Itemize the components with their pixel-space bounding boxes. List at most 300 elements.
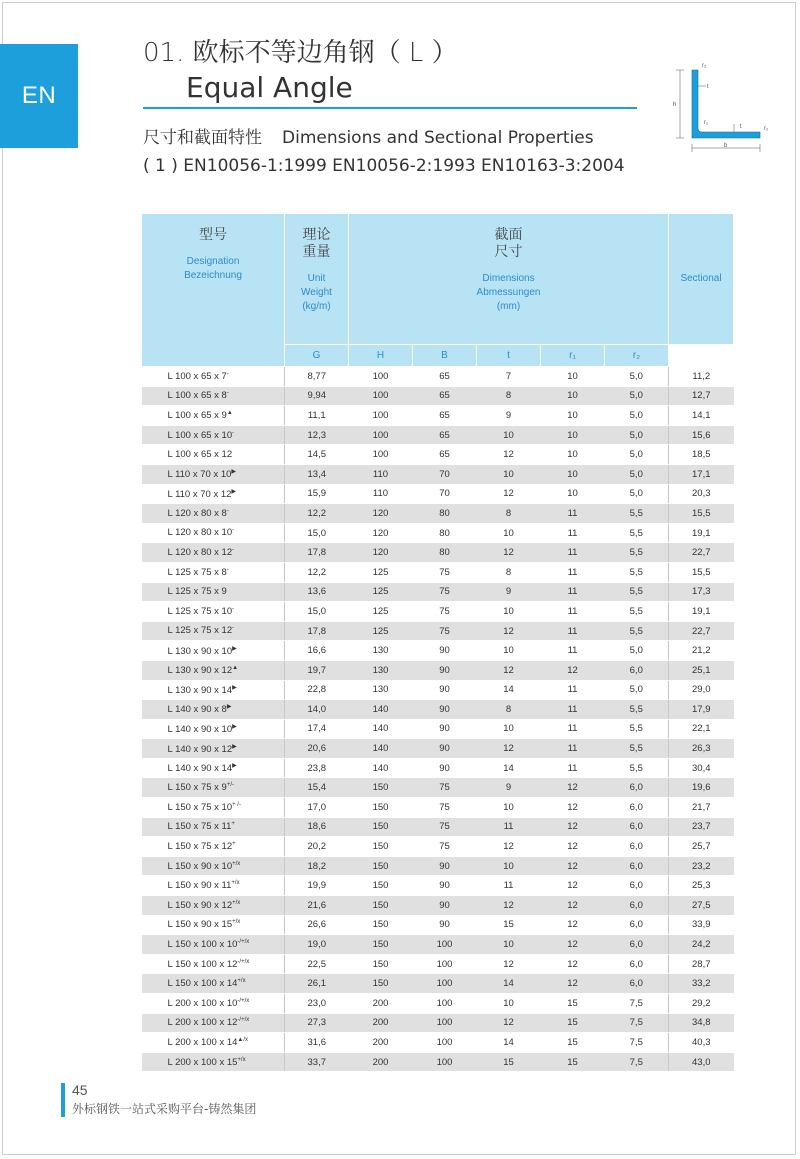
designation-cell: L 200 x 100 x $12^{-/+/x}$ — [142, 1013, 285, 1033]
language-tab[interactable]: EN — [0, 44, 78, 148]
r2-cell: 5,0 — [605, 445, 669, 465]
sectional-cell: 26,3 — [669, 739, 734, 759]
designation-cell: L 150 x 100 x $14^{+/x}$ — [142, 974, 285, 994]
designation-mark: - — [226, 507, 229, 514]
r1-cell: 11 — [541, 504, 605, 524]
designation-mark: ▲ — [232, 664, 239, 671]
designation-cell: L 100 x 65 x 10- — [142, 425, 285, 445]
r2-cell: 5,5 — [605, 758, 669, 778]
table-row — [142, 700, 734, 720]
r2-cell: 5,5 — [605, 523, 669, 543]
sectional-cell: 40,3 — [669, 1033, 734, 1053]
subheader-r1: r₁ — [541, 345, 605, 367]
weight-cell: 33,7 — [285, 1052, 349, 1072]
r1-cell: 12 — [541, 856, 605, 876]
t-cell: 12 — [477, 837, 541, 857]
h-cell: 150 — [349, 954, 413, 974]
table-row — [142, 1052, 734, 1072]
t-cell: 10 — [477, 719, 541, 739]
weight-cell: 13,6 — [285, 582, 349, 602]
b-cell: 65 — [413, 445, 477, 465]
header-dimensions-cn: 截面 尺寸 — [494, 226, 523, 259]
t-cell: 8 — [477, 562, 541, 582]
r2-cell: 5,0 — [605, 464, 669, 484]
t-cell: 12 — [477, 484, 541, 504]
t-cell: 8 — [477, 700, 541, 720]
sectional-cell: 17,9 — [669, 700, 734, 720]
weight-cell: 17,8 — [285, 543, 349, 563]
designation-mark: +/x — [237, 1056, 246, 1063]
t-cell: 11 — [477, 876, 541, 896]
r2-cell: 5,0 — [605, 386, 669, 406]
h-cell: 110 — [349, 464, 413, 484]
r2-cell: 6,0 — [605, 817, 669, 837]
t-cell: 12 — [477, 621, 541, 641]
h-cell: 150 — [349, 798, 413, 818]
sectional-cell: 19,1 — [669, 602, 734, 622]
table-row — [142, 660, 734, 680]
designation-cell: L 200 x 100 x $15^{+/x}$ — [142, 1052, 285, 1072]
h-cell: 150 — [349, 974, 413, 994]
designation-mark: -/+/x — [237, 958, 250, 965]
designation-mark: + — [232, 840, 236, 847]
designation-cell: L 150 x 90 x $10^{+/x}$ — [142, 856, 285, 876]
designation-cell: L 125 x 75 x 10- — [142, 602, 285, 622]
sectional-cell: 22,7 — [669, 543, 734, 563]
h-cell: 130 — [349, 660, 413, 680]
designation-cell: L 125 x 75 x 12- — [142, 621, 285, 641]
r2-cell: 5,5 — [605, 562, 669, 582]
sectional-cell: 11,2 — [669, 367, 734, 387]
r2-cell: 5,0 — [605, 680, 669, 700]
r2-cell: 5,5 — [605, 719, 669, 739]
table-row — [142, 896, 734, 916]
b-cell: 75 — [413, 621, 477, 641]
designation-cell: L 125 x 75 x 8- — [142, 562, 285, 582]
designation-mark: +/x — [232, 899, 241, 906]
r1-cell: 10 — [541, 464, 605, 484]
r2-cell: 5,5 — [605, 621, 669, 641]
sectional-cell: 30,4 — [669, 758, 734, 778]
h-cell: 100 — [349, 386, 413, 406]
t-cell: 8 — [477, 386, 541, 406]
r1-cell: 10 — [541, 406, 605, 426]
t-cell: 7 — [477, 367, 541, 387]
table-row — [142, 719, 734, 739]
r1-cell: 11 — [541, 582, 605, 602]
sectional-cell: 15,5 — [669, 504, 734, 524]
b-cell: 90 — [413, 758, 477, 778]
subheader-h: H — [349, 345, 413, 367]
h-cell: 100 — [349, 425, 413, 445]
b-cell: 65 — [413, 386, 477, 406]
h-cell: 150 — [349, 778, 413, 798]
t-cell: 12 — [477, 896, 541, 916]
header-designation: 型号 Designation Bezeichnung — [142, 214, 285, 367]
designation-cell: L 100 x 65 x 8- — [142, 386, 285, 406]
r1-cell: 11 — [541, 562, 605, 582]
t-cell: 14 — [477, 974, 541, 994]
designation-mark: ▶ — [226, 704, 232, 711]
designation-mark: ▶ — [231, 488, 237, 495]
designation-mark: - — [232, 547, 235, 554]
r1-cell: 11 — [541, 641, 605, 661]
label-t-side: t — [707, 84, 709, 90]
page-title-cn: 01. 欧标不等边角钢（ L ） — [143, 38, 458, 68]
sectional-cell: 20,3 — [669, 484, 734, 504]
h-cell: 125 — [349, 602, 413, 622]
sectional-cell: 33,2 — [669, 974, 734, 994]
weight-cell: 23,8 — [285, 758, 349, 778]
b-cell: 90 — [413, 641, 477, 661]
r1-cell: 11 — [541, 758, 605, 778]
b-cell: 70 — [413, 484, 477, 504]
designation-mark: - — [232, 625, 235, 632]
page-title-en: Equal Angle — [186, 71, 353, 104]
r2-cell: 6,0 — [605, 935, 669, 955]
dimensions-table — [141, 213, 734, 1072]
t-cell: 15 — [477, 1052, 541, 1072]
designation-cell: L 200 x 100 x $14^{▲/x}$ — [142, 1033, 285, 1053]
designation-mark: ▶ — [232, 723, 237, 730]
footer-accent-bar — [61, 1083, 65, 1117]
designation-mark: ▶ — [231, 469, 237, 476]
r2-cell: 6,0 — [605, 660, 669, 680]
h-cell: 150 — [349, 935, 413, 955]
footer-text: 外标钢铁一站式采购平台-铸然集团 — [72, 1102, 257, 1116]
table-row — [142, 935, 734, 955]
designation-cell: L 140 x 90 x 14▶ — [142, 758, 285, 778]
r1-cell: 11 — [541, 680, 605, 700]
r2-cell: 5,5 — [605, 739, 669, 759]
designation-cell: L 150 x 90 x $12^{+/x}$ — [142, 896, 285, 916]
sectional-cell: 29,2 — [669, 994, 734, 1014]
designation-cell: L 140 x 90 x 10▶ — [142, 719, 285, 739]
r1-cell: 12 — [541, 935, 605, 955]
r2-cell: 6,0 — [605, 778, 669, 798]
designation-cell: L 100 x 65 x 12 — [142, 445, 285, 465]
r1-cell: 12 — [541, 974, 605, 994]
designation-cell: L 140 x 90 x 8▶ — [142, 700, 285, 720]
h-cell: 125 — [349, 582, 413, 602]
designation-mark: ▶ — [232, 645, 237, 652]
b-cell: 90 — [413, 915, 477, 935]
sectional-cell: 21,2 — [669, 641, 734, 661]
designation-mark: ▲ — [226, 409, 233, 416]
t-cell: 10 — [477, 523, 541, 543]
t-cell: 10 — [477, 798, 541, 818]
t-cell: 12 — [477, 1013, 541, 1033]
t-cell: 9 — [477, 582, 541, 602]
r2-cell: 5,0 — [605, 641, 669, 661]
table-row — [142, 406, 734, 426]
table-row — [142, 464, 734, 484]
designation-cell: L 120 x 80 x 12- — [142, 543, 285, 563]
table-row — [142, 582, 734, 602]
r2-cell: 5,5 — [605, 504, 669, 524]
designation-mark: ▶ — [232, 763, 237, 770]
designation-cell: L 150 x 75 x 11+ — [142, 817, 285, 837]
b-cell: 90 — [413, 896, 477, 916]
header-dimensions — [349, 214, 669, 345]
t-cell: 12 — [477, 445, 541, 465]
t-cell: 10 — [477, 425, 541, 445]
r1-cell: 10 — [541, 484, 605, 504]
weight-cell: 14,0 — [285, 700, 349, 720]
b-cell: 90 — [413, 719, 477, 739]
designation-cell: L 150 x 75 x 10+ /- — [142, 798, 285, 818]
b-cell: 90 — [413, 700, 477, 720]
sectional-cell: 19,1 — [669, 523, 734, 543]
table-row — [142, 739, 734, 759]
designation-mark: - — [232, 605, 235, 612]
b-cell: 100 — [413, 1013, 477, 1033]
subheader-b: B — [413, 345, 477, 367]
label-b: b — [724, 143, 728, 149]
designation-mark: -/+/x — [237, 1017, 250, 1024]
h-cell: 150 — [349, 837, 413, 857]
h-cell: 150 — [349, 915, 413, 935]
b-cell: 75 — [413, 817, 477, 837]
h-cell: 140 — [349, 719, 413, 739]
designation-cell: L 150 x 75 x 12+ — [142, 837, 285, 857]
header-sectional: Sectional — [669, 214, 734, 345]
sectional-cell: 21,7 — [669, 798, 734, 818]
designation-mark: - — [232, 429, 235, 436]
section-subtitle — [143, 123, 594, 148]
designation-mark: +/x — [231, 880, 240, 887]
label-r1: r₁ — [704, 120, 709, 126]
table-row — [142, 425, 734, 445]
r2-cell: 5,5 — [605, 543, 669, 563]
header-weight-cn: 理论 重量 — [302, 226, 331, 259]
label-h: h — [673, 102, 677, 108]
designation-cell: L 120 x 80 x 10- — [142, 523, 285, 543]
r1-cell: 11 — [541, 602, 605, 622]
sectional-cell: 29,0 — [669, 680, 734, 700]
b-cell: 90 — [413, 739, 477, 759]
h-cell: 120 — [349, 504, 413, 524]
subtitle-cn: 尺寸和截面特性 — [143, 128, 262, 148]
h-cell: 140 — [349, 758, 413, 778]
r2-cell: 6,0 — [605, 954, 669, 974]
b-cell: 65 — [413, 406, 477, 426]
table-row — [142, 680, 734, 700]
r2-cell: 6,0 — [605, 974, 669, 994]
r2-cell: 6,0 — [605, 876, 669, 896]
sectional-cell: 14,1 — [669, 406, 734, 426]
b-cell: 75 — [413, 562, 477, 582]
table-body — [142, 367, 734, 1072]
r1-cell: 12 — [541, 954, 605, 974]
sectional-cell: 25,7 — [669, 837, 734, 857]
b-cell: 65 — [413, 367, 477, 387]
r1-cell: 11 — [541, 739, 605, 759]
r1-cell: 11 — [541, 543, 605, 563]
weight-cell: 9,94 — [285, 386, 349, 406]
b-cell: 90 — [413, 856, 477, 876]
t-cell: 15 — [477, 915, 541, 935]
b-cell: 100 — [413, 1052, 477, 1072]
table-row — [142, 621, 734, 641]
designation-cell: L 150 x 90 x $15^{+/x}$ — [142, 915, 285, 935]
b-cell: 80 — [413, 504, 477, 524]
designation-mark: ▶ — [232, 743, 237, 750]
weight-cell: 12,2 — [285, 562, 349, 582]
h-cell: 140 — [349, 739, 413, 759]
designation-cell: L 125 x 75 x 9 — [142, 582, 285, 602]
r1-cell: 10 — [541, 425, 605, 445]
b-cell: 100 — [413, 994, 477, 1014]
page-number: 45 — [72, 1082, 88, 1098]
b-cell: 80 — [413, 523, 477, 543]
weight-cell: 23,0 — [285, 994, 349, 1014]
subtitle-en: Dimensions and Sectional Properties — [282, 128, 594, 148]
r1-cell: 10 — [541, 367, 605, 387]
r1-cell: 12 — [541, 817, 605, 837]
b-cell: 90 — [413, 660, 477, 680]
t-cell: 10 — [477, 994, 541, 1014]
table-row — [142, 641, 734, 661]
designation-mark: + — [231, 821, 235, 828]
t-cell: 10 — [477, 602, 541, 622]
b-cell: 75 — [413, 602, 477, 622]
t-cell: 14 — [477, 758, 541, 778]
weight-cell: 17,8 — [285, 621, 349, 641]
sectional-cell: 15,5 — [669, 562, 734, 582]
designation-mark: - — [226, 566, 229, 573]
r1-cell: 11 — [541, 621, 605, 641]
header-weight — [285, 214, 349, 345]
weight-cell: 16,6 — [285, 641, 349, 661]
r1-cell: 15 — [541, 994, 605, 1014]
r2-cell: 7,5 — [605, 994, 669, 1014]
h-cell: 100 — [349, 445, 413, 465]
sectional-cell: 43,0 — [669, 1052, 734, 1072]
h-cell: 200 — [349, 1033, 413, 1053]
r1-cell: 11 — [541, 719, 605, 739]
r2-cell: 6,0 — [605, 837, 669, 857]
t-cell: 10 — [477, 464, 541, 484]
designation-mark: -/+/x — [237, 997, 250, 1004]
sectional-cell: 22,1 — [669, 719, 734, 739]
table-row — [142, 367, 734, 387]
weight-cell: 27,3 — [285, 1013, 349, 1033]
t-cell: 8 — [477, 504, 541, 524]
header-dimensions-en: Dimensions Abmessungen (mm) — [476, 273, 541, 312]
sectional-cell: 17,1 — [669, 464, 734, 484]
table-row — [142, 778, 734, 798]
r2-cell: 5,0 — [605, 367, 669, 387]
table-row — [142, 523, 734, 543]
designation-cell: L 110 x 70 x 10▶ — [142, 464, 285, 484]
r1-cell: 12 — [541, 915, 605, 935]
table-row — [142, 1013, 734, 1033]
designation-cell: L 130 x 90 x 10▶ — [142, 641, 285, 661]
weight-cell: 21,6 — [285, 896, 349, 916]
weight-cell: 19,0 — [285, 935, 349, 955]
title-divider — [143, 107, 637, 109]
designation-mark: ▲/x — [237, 1036, 249, 1043]
t-cell: 10 — [477, 935, 541, 955]
b-cell: 70 — [413, 464, 477, 484]
h-cell: 125 — [349, 621, 413, 641]
r2-cell: 5,5 — [605, 700, 669, 720]
weight-cell: 20,6 — [285, 739, 349, 759]
designation-mark: - — [232, 527, 235, 534]
b-cell: 80 — [413, 543, 477, 563]
b-cell: 75 — [413, 798, 477, 818]
designation-cell: L 140 x 90 x 12▶ — [142, 739, 285, 759]
weight-cell: 8,77 — [285, 367, 349, 387]
weight-cell: 15,9 — [285, 484, 349, 504]
r2-cell: 7,5 — [605, 1052, 669, 1072]
weight-cell: 22,8 — [285, 680, 349, 700]
r1-cell: 10 — [541, 386, 605, 406]
table-row — [142, 445, 734, 465]
angle-profile-diagram — [664, 58, 784, 154]
b-cell: 100 — [413, 974, 477, 994]
t-cell: 14 — [477, 680, 541, 700]
weight-cell: 13,4 — [285, 464, 349, 484]
subheader-g: G — [285, 345, 349, 367]
header-designation-en: Designation Bezeichnung — [184, 256, 242, 281]
standards-reference: ( 1 ) EN10056-1:1999 EN10056-2:1993 EN10163-3:2004 — [143, 156, 625, 176]
r2-cell: 6,0 — [605, 915, 669, 935]
t-cell: 12 — [477, 954, 541, 974]
weight-cell: 15,0 — [285, 523, 349, 543]
h-cell: 140 — [349, 700, 413, 720]
t-cell: 12 — [477, 739, 541, 759]
sectional-cell: 22,7 — [669, 621, 734, 641]
designation-mark: + /- — [232, 801, 241, 808]
subheader-sectional-blank — [669, 345, 734, 367]
table-row — [142, 562, 734, 582]
sectional-cell: 27,5 — [669, 896, 734, 916]
label-t-bottom: t — [740, 124, 742, 130]
h-cell: 125 — [349, 562, 413, 582]
designation-cell: L 130 x 90 x 12▲ — [142, 660, 285, 680]
table-row — [142, 994, 734, 1014]
r2-cell: 6,0 — [605, 896, 669, 916]
table-row — [142, 954, 734, 974]
h-cell: 110 — [349, 484, 413, 504]
weight-cell: 17,4 — [285, 719, 349, 739]
t-cell: 10 — [477, 856, 541, 876]
h-cell: 100 — [349, 367, 413, 387]
r1-cell: 12 — [541, 660, 605, 680]
subheader-t: t — [477, 345, 541, 367]
r2-cell: 5,0 — [605, 484, 669, 504]
t-cell: 12 — [477, 543, 541, 563]
b-cell: 75 — [413, 778, 477, 798]
table-row — [142, 915, 734, 935]
sectional-cell: 28,7 — [669, 954, 734, 974]
h-cell: 150 — [349, 817, 413, 837]
designation-mark: +/x — [237, 978, 246, 985]
b-cell: 75 — [413, 837, 477, 857]
h-cell: 150 — [349, 856, 413, 876]
b-cell: 90 — [413, 680, 477, 700]
sectional-cell: 33,9 — [669, 915, 734, 935]
table-row — [142, 758, 734, 778]
r1-cell: 12 — [541, 876, 605, 896]
r1-cell: 15 — [541, 1033, 605, 1053]
table-row — [142, 974, 734, 994]
t-cell: 14 — [477, 1033, 541, 1053]
designation-cell: L 150 x 100 x $10^{-/+/x}$ — [142, 935, 285, 955]
table-row — [142, 798, 734, 818]
